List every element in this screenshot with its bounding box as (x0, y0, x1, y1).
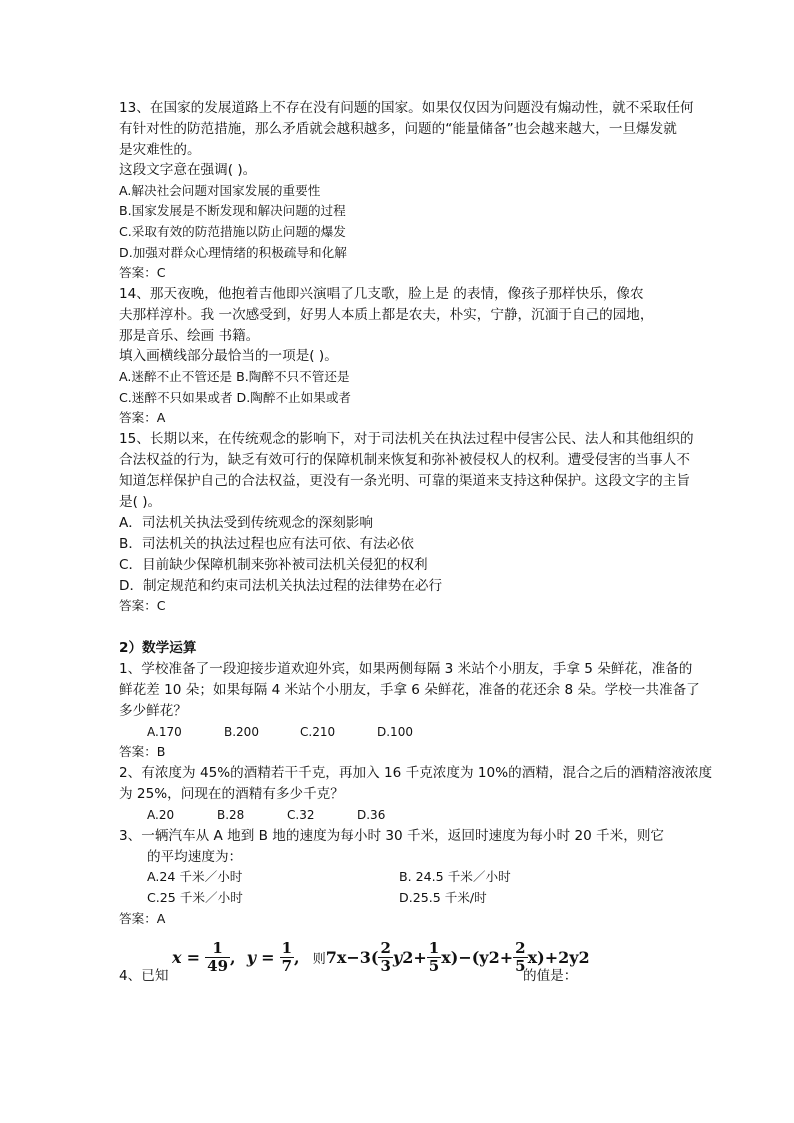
section-title-math: 2）数学运算 (119, 640, 197, 656)
m1-stem-line-2: 鲜花差 10 朵；如果每隔 4 米站个小朋友，手拿 6 朵鲜花，准备的花还余 8 朵。学校一共准备了 (119, 682, 700, 698)
q15-option-d: D．制定规范和约束司法机关执法过程的法律势在必行 (119, 578, 443, 594)
m2-stem-line-1: 2、有浓度为 45%的酒精若干千克，再加入 16 千克浓度为 10%的酒精，混合之后的酒精溶液浓度 (119, 765, 713, 781)
m3-stem-line-2: 的平均速度为： (147, 849, 243, 865)
q14-answer: 答案：A (119, 410, 166, 425)
m3-option-c: C.25 千米／小时 (147, 890, 243, 905)
m4-suffix: 的值是： (523, 968, 578, 984)
m1-option-a: A.170 (147, 725, 182, 739)
fraction-2-3: $\frac{2}{3}$ (380, 939, 391, 975)
formula-then: 则 (312, 952, 326, 967)
q15-option-c: C．目前缺少保障机制来弥补被司法机关侵犯的权利 (119, 557, 428, 573)
m1-option-c: C.210 (300, 725, 336, 739)
m1-option-d: D.100 (377, 725, 413, 739)
fraction-y: $\frac{1}{7}$ (281, 939, 293, 975)
q13-answer: 答案：C (119, 265, 166, 280)
q15-stem-line-1: 15、长期以来，在传统观念的影响下，对于司法机关在执法过程中侵害公民、法人和其他组织的 (119, 431, 694, 447)
m2-option-b: B.28 (217, 808, 245, 822)
q13-option-c: C.采取有效的防范措施以防止问题的爆发 (119, 224, 346, 239)
m3-answer: 答案：A (119, 911, 166, 926)
fraction-1-5: $\frac{1}{5}$ (428, 939, 440, 975)
q14-prompt: 填入画横线部分最恰当的一项是( )。 (119, 348, 338, 364)
q14-stem-line-3: 那是音乐、绘画 书籍。 (119, 328, 260, 344)
var-x: x (172, 948, 182, 967)
q14-stem-line-2: 夫那样淳朴。我 一次感受到，好男人本质上都是农夫，朴实，宁静，沉湎于自己的园地， (119, 307, 654, 323)
q13-stem-line-3: 是灾难性的。 (119, 142, 201, 158)
m1-option-b: B.200 (224, 725, 259, 739)
q13-stem-line-1: 13、在国家的发展道路上不存在没有问题的国家。如果仅仅因为问题没有煽动性，就不采取任何 (119, 100, 694, 116)
q15-stem-line-2: 合法权益的行为，缺乏有效可行的保障机制来恢复和弥补被侵权人的权利。遭受侵害的当事人不 (119, 452, 690, 468)
fraction-2-5: $\frac{2}{5}$ (515, 939, 526, 975)
q13-option-a: A.解决社会问题对国家发展的重要性 (119, 183, 321, 198)
m3-stem-line-1: 3、一辆汽车从 A 地到 B 地的速度为每小时 30 千米，返回时速度为每小时 20 千米，则它 (119, 828, 665, 844)
m3-option-a: A.24 千米／小时 (147, 869, 243, 884)
q15-option-b: B．司法机关的执法过程也应有法可依、有法必依 (119, 536, 414, 552)
m4-prefix: 4、已知 (119, 968, 169, 984)
m2-option-c: C.32 (287, 808, 315, 822)
q15-answer: 答案：C (119, 598, 166, 613)
q13-stem-line-2: 有针对性的防范措施，那么矛盾就会越积越多，问题的“能量储备”也会越来越大，一旦爆发就 (119, 121, 677, 137)
q15-stem-line-4: 是( )。 (119, 494, 162, 510)
m4-formula: x = $\frac{1}{49}$ , y = $\frac{1}{7}$ , 则7x−3( $\frac{2}{3}$ y2+ $\frac{1}{5}$ x)−(y2+ $\frac{2}{5}$ x)+2y2 (172, 939, 590, 975)
q15-option-a: A．司法机关执法受到传统观念的深刻影响 (119, 515, 373, 531)
q13-option-d: D.加强对群众心理情绪的积极疏导和化解 (119, 245, 347, 260)
q15-stem-line-3: 知道怎样保护自己的合法权益，更没有一条光明、可靠的渠道来支持这种保护。这段文字的主旨 (119, 473, 690, 489)
expr-start: 7x−3( (325, 948, 379, 967)
q13-prompt: 这段文字意在强调( )。 (119, 162, 257, 178)
m1-stem-line-1: 1、学校准备了一段迎接步道欢迎外宾，如果两侧每隔 3 米站个小朋友，手拿 5 朵鲜花，准备的 (119, 661, 693, 677)
var-y: y (246, 948, 256, 967)
m2-stem-line-2: 为 25%，问现在的酒精有多少千克？ (119, 786, 344, 802)
q13-option-b: B.国家发展是不断发现和解决问题的过程 (119, 203, 346, 218)
m3-option-d: D.25.5 千米/时 (399, 890, 487, 905)
m2-option-d: D.36 (357, 808, 386, 822)
q14-option-cd: C.迷醉不只如果或者 D.陶醉不止如果或者 (119, 390, 352, 405)
m3-option-b: B. 24.5 千米／小时 (399, 869, 511, 884)
q14-option-ab: A.迷醉不止不管还是 B.陶醉不只不管还是 (119, 369, 350, 384)
m2-option-a: A.20 (147, 808, 175, 822)
m1-answer: 答案：B (119, 744, 166, 759)
q14-stem-line-1: 14、那天夜晚，他抱着吉他即兴演唱了几支歌，脸上是 的表情，像孩子那样快乐，像农 (119, 286, 644, 302)
m1-stem-line-3: 多少鲜花？ (119, 703, 187, 719)
fraction-x: $\frac{1}{49}$ (207, 939, 229, 975)
